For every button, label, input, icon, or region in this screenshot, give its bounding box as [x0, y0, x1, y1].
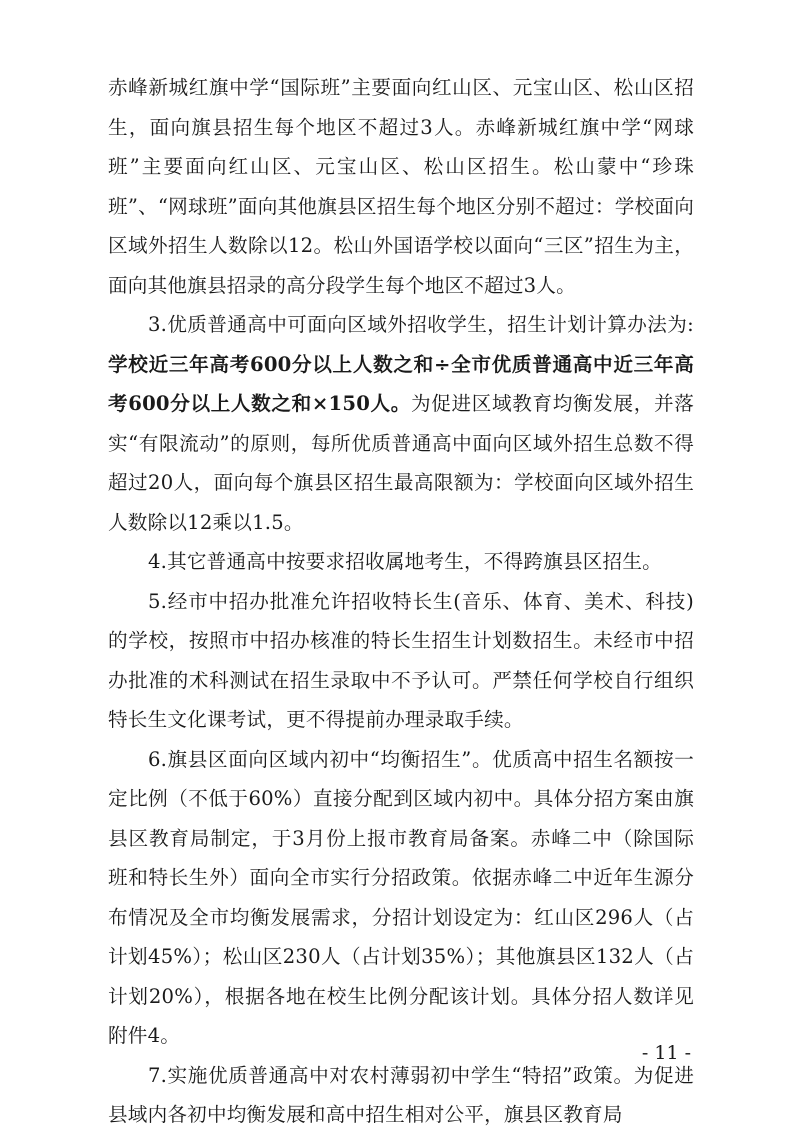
paragraph-special-talent: 5.经市中招办批准允许招收特长生(音乐、体育、美术、科技)的学校，按照市中招办核准的特长生招生计划数招生。未经市中招办批准的术科测试在招生录取中不予认可。严禁任何学校自行组织特长生文化课考试，更不得提前办理录取手续。 [108, 589, 694, 731]
paragraph-international-class: 赤峰新城红旗中学“国际班”主要面向红山区、元宝山区、松山区招生，面向旗县招生每个地区不超过3人。赤峰新城红旗中学“网球班”主要面向红山区、元宝山区、松山区招生。松山蒙中“珍珠班”、“网球班”面向其他旗县区招生每个地区分别不超过：学校面向区域外招生人数除以12。松山外国语学校以面向“三区”招生为主，面向其他旗县招录的高分段学生每个地区不超过3人。 [108, 76, 694, 297]
paragraph-balanced-enrollment: 6.旗县区面向区域内初中“均衡招生”。优质高中招生名额按一定比例（不低于60%）直接分配到区域内初中。具体分招方案由旗县区教育局制定，于3月份上报市教育局备案。赤峰二中（除国际班和特长生外）面向全市实行分招政策。依据赤峰二中近年生源分布情况及全市均衡发展需求，分招计划设定为：红山区296人（占计划45%）；松山区230人（占计划35%）；其他旗县区132人（占计划20%），根据各地在校生比例分配该计划。具体分招人数详见附件4。 [108, 747, 694, 1047]
document-body [108, 68, 694, 1135]
paragraph-local-enrollment: 4.其它普通高中按要求招收属地考生，不得跨旗县区招生。 [148, 550, 662, 573]
paragraph-rural-special-enrollment: 7.实施优质普通高中对农村薄弱初中学生“特招”政策。为促进县域内各初中均衡发展和高中招生相对公平，旗县区教育局 [108, 1063, 694, 1126]
paragraph-enrollment-plan-formula [108, 305, 694, 542]
formula-followup: 为促进区域教育均衡发展，并落实“有限流动”的原则，每所优质普通高中面向区域外招生总数不得超过20人，面向每个旗县区招生最高限额为：学校面向区域外招生人数除以12乘以1.5。 [108, 392, 694, 534]
page-number: - 11 - [641, 1042, 691, 1064]
formula-bold: 学校近三年高考600分以上人数之和÷全市优质普通高中近三年高考600分以上人数之和×150人。 [108, 352, 694, 415]
formula-intro: 3.优质普通高中可面向区域外招收学生，招生计划计算办法为: [148, 313, 694, 336]
